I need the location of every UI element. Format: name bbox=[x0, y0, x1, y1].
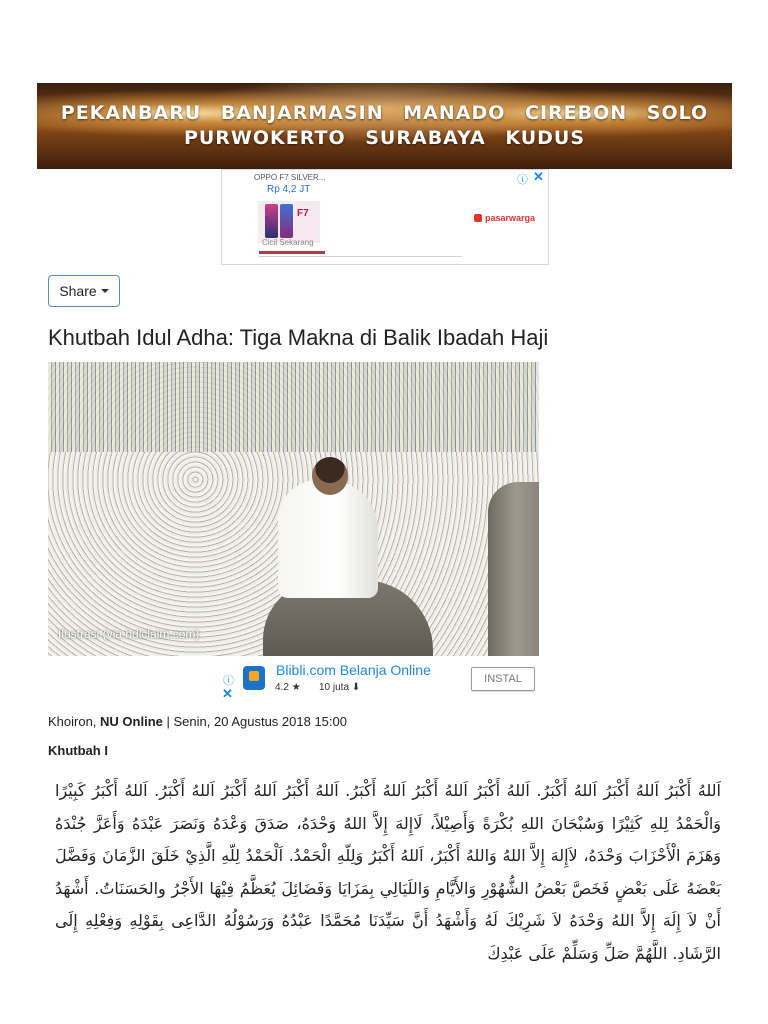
article-author: Khoiron, bbox=[48, 714, 97, 729]
chevron-down-icon bbox=[101, 289, 109, 293]
ad-product-image[interactable] bbox=[258, 201, 320, 243]
close-icon[interactable]: ✕ bbox=[222, 686, 233, 701]
phone-screen-front bbox=[265, 204, 278, 238]
article-source[interactable]: NU Online bbox=[100, 714, 163, 729]
article-date: | Senin, 20 Agustus 2018 15:00 bbox=[166, 714, 347, 729]
blibli-app-icon[interactable] bbox=[243, 666, 265, 690]
ad-cta-text[interactable]: Cicil Sekarang bbox=[262, 238, 314, 247]
ad-advertiser-name: pasarwarga bbox=[485, 213, 536, 223]
crowd-background bbox=[48, 362, 539, 452]
city-banner[interactable] bbox=[37, 83, 732, 169]
ad-model-badge: F7 bbox=[297, 208, 309, 219]
pilgrim-head bbox=[312, 457, 348, 495]
banner-cities-line-2: PURWOKERTO SURABAYA KUDUS bbox=[183, 127, 586, 149]
share-button-label: Share bbox=[59, 283, 97, 299]
phone-screen-back bbox=[280, 204, 293, 238]
ad-product-price: Rp 4,2 JT bbox=[267, 184, 311, 195]
top-advertisement[interactable] bbox=[221, 169, 549, 265]
share-button[interactable] bbox=[48, 275, 120, 307]
downloads-value: 10 juta bbox=[319, 682, 350, 693]
ad-app-rating bbox=[275, 682, 301, 693]
ad-app-downloads bbox=[319, 682, 360, 693]
arabic-khutbah-text: اَللهُ أَكْبَرُ اَللهُ أَكْبَرُ اَللهُ أَكْبَرُ. اَللهُ أَكْبَرُ اَللهُ أَكْبَرُ اَللهُ أَكْبَرُ. اَللهُ أَكْبَرُ اَللهُ أَكْبَرُ اَللهُ أَكْبَرُ. اَللهُ أَكْبَرُ كَبِيْرًا وَالْحَمْدُ لِلهِ كَثِيْرًا وَسُبْحَانَ اللهِ بُكْرَةً وَأَصِيْلاً، لَاإِلهَ إِلاَّ اللهُ وَحْدَهُ، صَدَقَ وَعْدَهُ وَنَصَرَ عَبْدَهُ وَأَعَزَّ جُنْدَهُ وَهَزَمَ الْأَحْزَابَ وَحْدَهُ، لاَإِلهَ إِلاَّ اللهُ وَاللهُ أَكْبَرُ، اَللهُ أَكْبَرُ وَلِلّهِ الْحَمْدُ. اَلْحَمْدُ لِلّهِ الَّذِيْ خَلَقَ الزَّمَانَ وَفَضَّلَ بَعْضَهُ عَلَى بَعْضٍ فَخَصَّ بَعْضُ الشُّهُوْرِ وَالأَيَّامِ وَاللَيَالِي بِمَزَايَا وَفَضَائِلَ يُعَظَّمُ فِيْهَا الأَجْرُ والحَسَنَاتُ. أَشْهَدُ أَنْ لاَ إِلَهَ إِلاَّ اللهُ وَحْدَهُ لاَ شَرِيْكَ لَهُ وَأَشْهَدُ أَنَّ سَيِّدَنَا مُحَمَّدًا عَبْدُهُ وَرَسُوْلُهُ الدَّاعِى بِقَوْلِهِ وَفِعْلِهِ إِلَى الرَّشَادِ. اللَّهُمَّ صَلِّ وَسَلِّمْ عَلَى عَبْدِكَ bbox=[55, 781, 721, 963]
info-icon[interactable]: ⓘ bbox=[223, 675, 234, 687]
download-icon: ⬇ bbox=[351, 682, 361, 693]
pasarwarga-logo-icon bbox=[474, 214, 482, 222]
rock-right bbox=[488, 482, 539, 656]
article-image[interactable] bbox=[48, 362, 539, 656]
info-icon[interactable]: ⓘ bbox=[517, 174, 528, 186]
ad-divider bbox=[259, 256, 462, 257]
ad-product-name: OPPO F7 SILVER... bbox=[254, 173, 326, 182]
pilgrim-figure bbox=[278, 480, 378, 598]
section-heading: Khutbah I bbox=[48, 743, 108, 758]
close-icon[interactable]: ✕ bbox=[533, 169, 544, 184]
app-install-advertisement[interactable] bbox=[215, 660, 545, 704]
article-byline bbox=[48, 714, 347, 729]
image-caption: Ilustrasi (via hdiclaim.com) bbox=[58, 627, 200, 641]
banner-cities-line-1: PEKANBARU BANJARMASIN MANADO CIREBON SOLO bbox=[60, 102, 709, 124]
star-icon: ★ bbox=[291, 682, 301, 693]
article-title: Khutbah Idul Adha: Tiga Makna di Balik Ibadah Haji bbox=[48, 325, 549, 350]
ad-accent-bar bbox=[259, 251, 325, 254]
ad-app-name[interactable]: Blibli.com Belanja Online bbox=[276, 662, 431, 678]
ad-advertiser-logo[interactable] bbox=[474, 213, 535, 223]
rating-value: 4.2 bbox=[275, 682, 289, 693]
install-button[interactable]: INSTAL bbox=[471, 667, 535, 691]
